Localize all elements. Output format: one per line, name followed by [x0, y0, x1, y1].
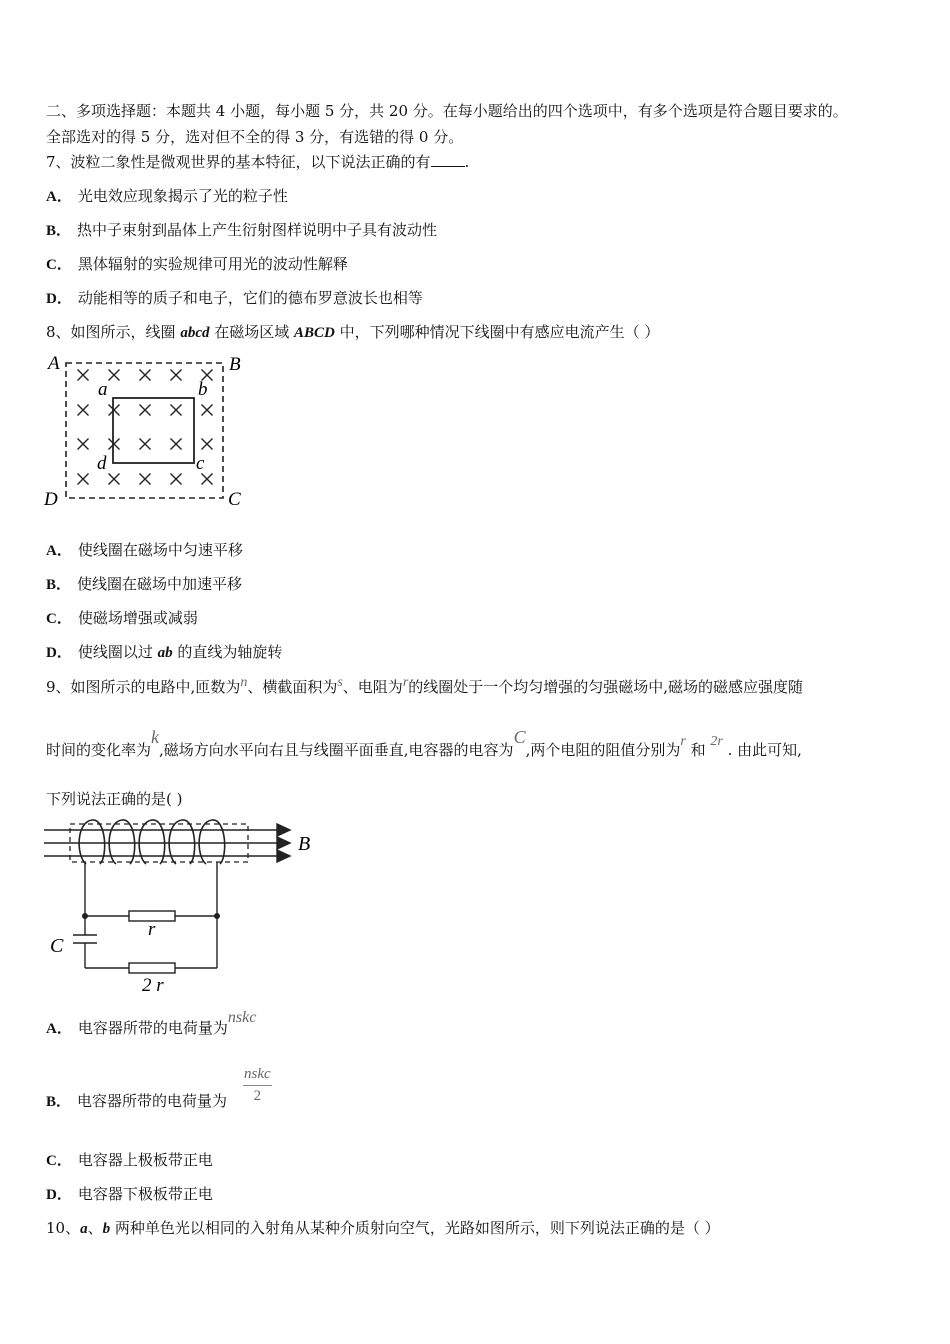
q8-option-d-text: 使线圈以过 [77, 643, 158, 661]
q8-stem-region: ABCD [294, 325, 335, 341]
coil-winding [199, 820, 225, 864]
resistor-label-r: r [148, 919, 156, 940]
q8-stem-a: 8、如图所示，线圈 [46, 323, 181, 341]
coil-winding [109, 820, 135, 864]
q9-option-b-text: 电容器所带的电荷量为 [77, 1092, 228, 1110]
q9-stem-line1 [46, 677, 803, 699]
q9-option-a-label: A． [46, 1021, 72, 1037]
field-cross-icon [109, 439, 120, 450]
q9-option-c-label: C． [46, 1153, 72, 1169]
field-cross-icon [140, 439, 151, 450]
field-cross-icon [78, 474, 89, 485]
q9-option-b-denominator: 2 [253, 1088, 262, 1104]
q9-l1-a: 9、如图所示的电路中,匝数为 [46, 678, 241, 696]
q8-stem-b: 在磁场区域 [209, 323, 295, 341]
q9-sym-s: s [337, 675, 343, 690]
q8-option-c-text: 使磁场增强或减弱 [77, 609, 198, 627]
q7-answer-blank [431, 152, 465, 167]
q7-stem-text: 7、波粒二象性是微观世界的基本特征，以下说法正确的有 [46, 153, 431, 171]
junction-right [214, 913, 220, 919]
q10-stem-sep: 、 [87, 1219, 103, 1237]
field-cross-icon [78, 439, 89, 450]
section-header-line1: 二、多项选择题：本题共 4 小题，每小题 5 分，共 20 分。在每小题给出的四个选项中，有多个选项是符合题目要求的。 [46, 102, 848, 120]
coil-abcd [113, 398, 194, 463]
capacitor [73, 935, 97, 943]
q9-l2-e: . 由此可知, [722, 741, 802, 759]
q7-option-a-label: A． [46, 189, 72, 205]
field-cross-icon [78, 370, 89, 381]
q10-stem-b: 两种单色光以相同的入射角从某种介质射向空气，光路如图所示，则下列说法正确的是（ ） [110, 1219, 720, 1237]
q9-sym-n: n [240, 675, 248, 690]
q9-l1-b: 、横截面积为 [247, 678, 338, 696]
field-cross-icon [109, 474, 120, 485]
q7-option-a-text: 光电效应现象揭示了光的粒子性 [77, 187, 288, 205]
coil-label-b: b [198, 379, 208, 400]
q9-l2-d: 和 [685, 741, 711, 759]
field-cross-icon [140, 370, 151, 381]
q9-l2-a: 时间的变化率为 [46, 741, 152, 759]
field-cross-icon [171, 405, 182, 416]
q9-option-d-text: 电容器下极板带正电 [77, 1185, 213, 1203]
q9-sym-r: r [402, 675, 409, 690]
q9-option-b-fraction [243, 1066, 272, 1105]
coil-label-a: a [98, 379, 108, 400]
field-cross-icon [140, 405, 151, 416]
q9-l1-c: 、电阻为 [342, 678, 403, 696]
q7-option-a [46, 186, 288, 207]
coil-label-c: c [196, 453, 205, 474]
q9-option-b [46, 1091, 227, 1112]
q8-option-c-label: C． [46, 611, 72, 627]
q7-stem-end: . [464, 153, 470, 171]
coil-windings [79, 820, 225, 864]
coil-winding [79, 820, 105, 864]
q8-option-d-text2: 的直线为轴旋转 [172, 643, 283, 661]
q8-option-d [46, 642, 282, 663]
q9-option-c-text: 电容器上极板带正电 [77, 1151, 213, 1169]
q7-option-b-text: 热中子束射到晶体上产生衍射图样说明中子具有波动性 [77, 221, 438, 239]
field-cross-icon [202, 474, 213, 485]
q8-option-a [46, 540, 243, 561]
field-cross-icon [171, 370, 182, 381]
q9-l2-b: ,磁场方向水平向右且与线圈平面垂直,电容器的电容为 [159, 741, 514, 759]
corner-label-B: B [229, 354, 241, 375]
q7-stem [46, 152, 469, 172]
capacitor-label-C: C [50, 935, 64, 957]
q7-option-d-text: 动能相等的质子和电子，它们的德布罗意波长也相等 [77, 289, 423, 307]
q9-option-c [46, 1150, 213, 1171]
q7-option-d [46, 288, 423, 309]
field-cross-icon [78, 405, 89, 416]
q9-option-a [46, 1009, 257, 1039]
resistor-label-2r: 2 r [142, 975, 164, 996]
q7-option-b [46, 220, 437, 241]
field-cross-icon [109, 370, 120, 381]
coil-winding [169, 820, 195, 864]
junction-left [82, 913, 88, 919]
field-cross-icon [202, 405, 213, 416]
q9-l1-d: 的线圈处于一个均匀增强的匀强磁场中,磁场的磁感应强度随 [408, 678, 804, 696]
q7-option-c-text: 黑体辐射的实验规律可用光的波动性解释 [77, 255, 348, 273]
q10-stem [46, 1218, 720, 1239]
corner-label-C: C [228, 489, 241, 510]
q7-option-c [46, 254, 348, 275]
field-cross-icon [140, 474, 151, 485]
corner-label-A: A [48, 353, 60, 374]
q8-option-d-label: D． [46, 645, 72, 661]
q10-sym-a: a [80, 1221, 88, 1237]
q8-option-a-label: A． [46, 543, 72, 559]
field-label-B: B [298, 833, 311, 855]
q9-option-a-expr: nskc [227, 1009, 257, 1026]
q8-option-b-label: B． [46, 577, 72, 593]
coil-winding [139, 820, 165, 864]
q7-option-d-label: D． [46, 291, 72, 307]
q9-option-b-numerator: nskc [243, 1066, 272, 1086]
q8-option-d-axis: ab [157, 645, 173, 661]
q7-option-b-label: B． [46, 223, 72, 239]
q8-magnetic-field-figure [40, 348, 255, 513]
q10-stem-a: 10、 [46, 1219, 81, 1237]
field-cross-icon [171, 439, 182, 450]
q9-l2-c: ,两个电阻的阻值分别为 [525, 741, 681, 759]
q9-option-b-label: B． [46, 1094, 72, 1110]
q9-sym-k: k [151, 727, 160, 747]
q8-stem [46, 322, 659, 343]
corner-label-D: D [44, 489, 58, 510]
resistor-2r [129, 963, 175, 973]
q8-option-c [46, 608, 198, 629]
coil-label-d: d [97, 453, 107, 474]
q9-sym-C: C [513, 727, 526, 747]
q8-stem-coil: abcd [180, 325, 210, 341]
q9-stem-line2 [46, 727, 802, 762]
q9-option-d-label: D． [46, 1187, 72, 1203]
q8-option-b-text: 使线圈在磁场中加速平移 [77, 575, 243, 593]
q8-option-b [46, 574, 242, 595]
q9-option-d [46, 1184, 213, 1205]
q9-stem-line3: 下列说法正确的是( ) [46, 790, 183, 808]
q7-option-c-label: C． [46, 257, 72, 273]
q9-sym-2r: 2r [710, 734, 723, 749]
field-cross-icon [109, 405, 120, 416]
q10-sym-b: b [102, 1221, 111, 1237]
q9-circuit-figure [44, 816, 324, 996]
section-header-line2: 全部选对的得 5 分，选对但不全的得 3 分，有选错的得 0 分。 [46, 128, 464, 146]
q8-stem-c: 中，下列哪种情况下线圈中有感应电流产生（ ） [334, 323, 660, 341]
q9-option-a-text: 电容器所带的电荷量为 [77, 1019, 228, 1037]
field-cross-icon [202, 439, 213, 450]
field-cross-icon [171, 474, 182, 485]
q9-sym-r2: r [680, 734, 686, 749]
q8-option-a-text: 使线圈在磁场中匀速平移 [77, 541, 243, 559]
